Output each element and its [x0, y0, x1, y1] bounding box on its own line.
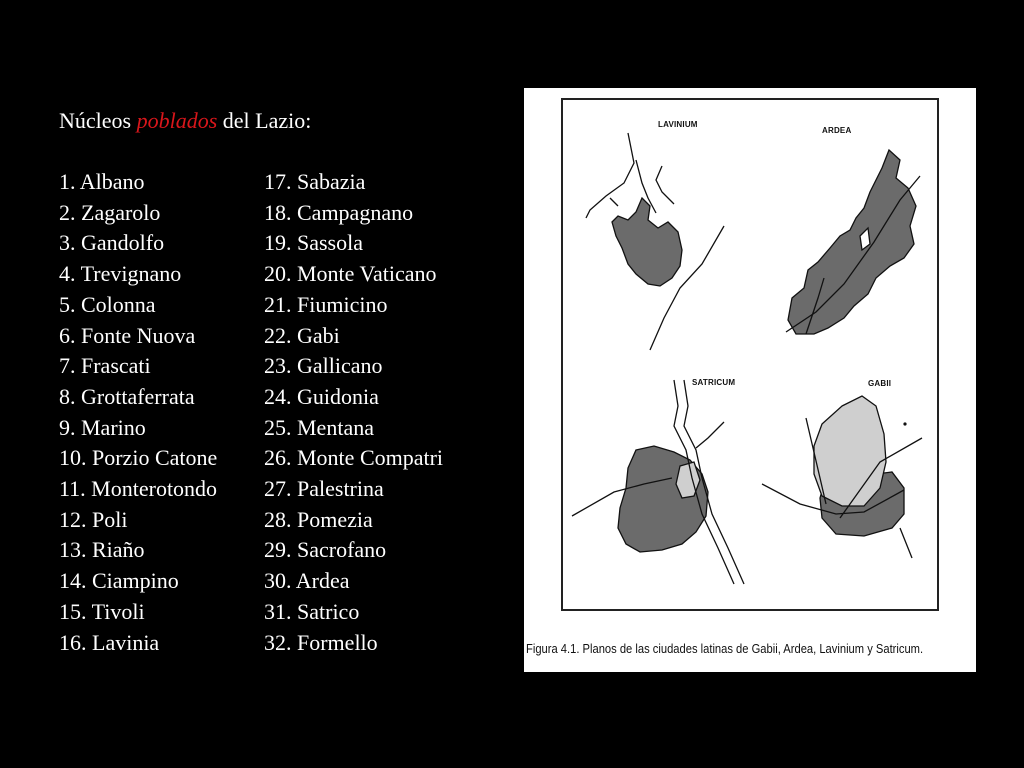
- lavinium-settlement: [612, 198, 682, 286]
- gabii-upper-area: [814, 396, 886, 506]
- satricum-label: SATRICUM: [692, 378, 736, 387]
- list-item: 15. Tivoli: [59, 598, 145, 624]
- city-plans-drawing: [524, 88, 976, 672]
- list-item: 11. Monterotondo: [59, 476, 218, 502]
- list-item: 14. Ciampino: [59, 568, 179, 594]
- list-item: 28. Pomezia: [264, 506, 373, 532]
- list-item: 9. Marino: [59, 414, 146, 440]
- lavinium-label: LAVINIUM: [658, 120, 698, 129]
- ardea-label: ARDEA: [822, 126, 852, 135]
- ardea-plan: [786, 150, 920, 334]
- list-item: 4. Trevignano: [59, 261, 182, 287]
- lavinium-road: [586, 133, 634, 218]
- list-item: 32. Formello: [264, 629, 378, 655]
- ardea-settlement: [788, 150, 916, 334]
- satricum-road: [696, 422, 724, 448]
- gabii-plan: [762, 396, 922, 558]
- list-item: 26. Monte Compatri: [264, 445, 444, 471]
- list-item: 19. Sassola: [264, 230, 363, 256]
- lavinium-plan: [586, 133, 724, 350]
- list-item: 20. Monte Vaticano: [264, 261, 437, 287]
- list-item: 10. Porzio Catone: [59, 445, 218, 471]
- list-item: 6. Fonte Nuova: [59, 322, 196, 348]
- satricum-plan: [572, 380, 744, 584]
- list-item: 29. Sacrofano: [264, 537, 387, 563]
- slide-heading: [59, 108, 311, 134]
- figure-caption: Figura 4.1. Planos de las ciudades latinas de Gabii, Ardea, Lavinium y Satricum.: [526, 641, 924, 656]
- gabii-label: GABII: [868, 379, 892, 388]
- list-item: 23. Gallicano: [264, 353, 383, 379]
- list-item: 31. Satrico: [264, 598, 360, 624]
- list-item: 17. Sabazia: [264, 169, 366, 194]
- list-item: 13. Riaño: [59, 537, 145, 563]
- list-item: 7. Frascati: [59, 353, 151, 379]
- municipality-list-left: [59, 167, 217, 658]
- heading-emphasis: poblados: [136, 108, 218, 133]
- list-item: 21. Fiumicino: [264, 291, 388, 317]
- list-item: 2. Zagarolo: [59, 199, 161, 225]
- heading-text-start: Núcleos: [59, 108, 137, 133]
- list-item: 18. Campagnano: [264, 199, 414, 225]
- list-item: 12. Poli: [59, 506, 128, 532]
- list-item: 8. Grottaferrata: [59, 383, 195, 409]
- lavinium-road: [656, 166, 674, 204]
- list-item: 27. Palestrina: [264, 476, 384, 502]
- list-item: 22. Gabi: [264, 322, 340, 348]
- municipality-list-right: [264, 167, 443, 658]
- list-item: 24. Guidonia: [264, 383, 379, 409]
- list-item: 30. Ardea: [264, 568, 350, 594]
- list-item: 16. Lavinia: [59, 629, 160, 655]
- lavinium-road: [610, 198, 618, 206]
- list-item: 25. Mentana: [264, 414, 374, 440]
- list-item: 5. Colonna: [59, 291, 156, 317]
- heading-text-end: del Lazio:: [217, 108, 312, 133]
- gabii-road: [900, 528, 912, 558]
- list-item: 3. Gandolfo: [59, 230, 165, 256]
- city-plans-figure: [524, 88, 976, 672]
- list-item: 1. Albano: [59, 169, 145, 194]
- gabii-point: [903, 422, 906, 425]
